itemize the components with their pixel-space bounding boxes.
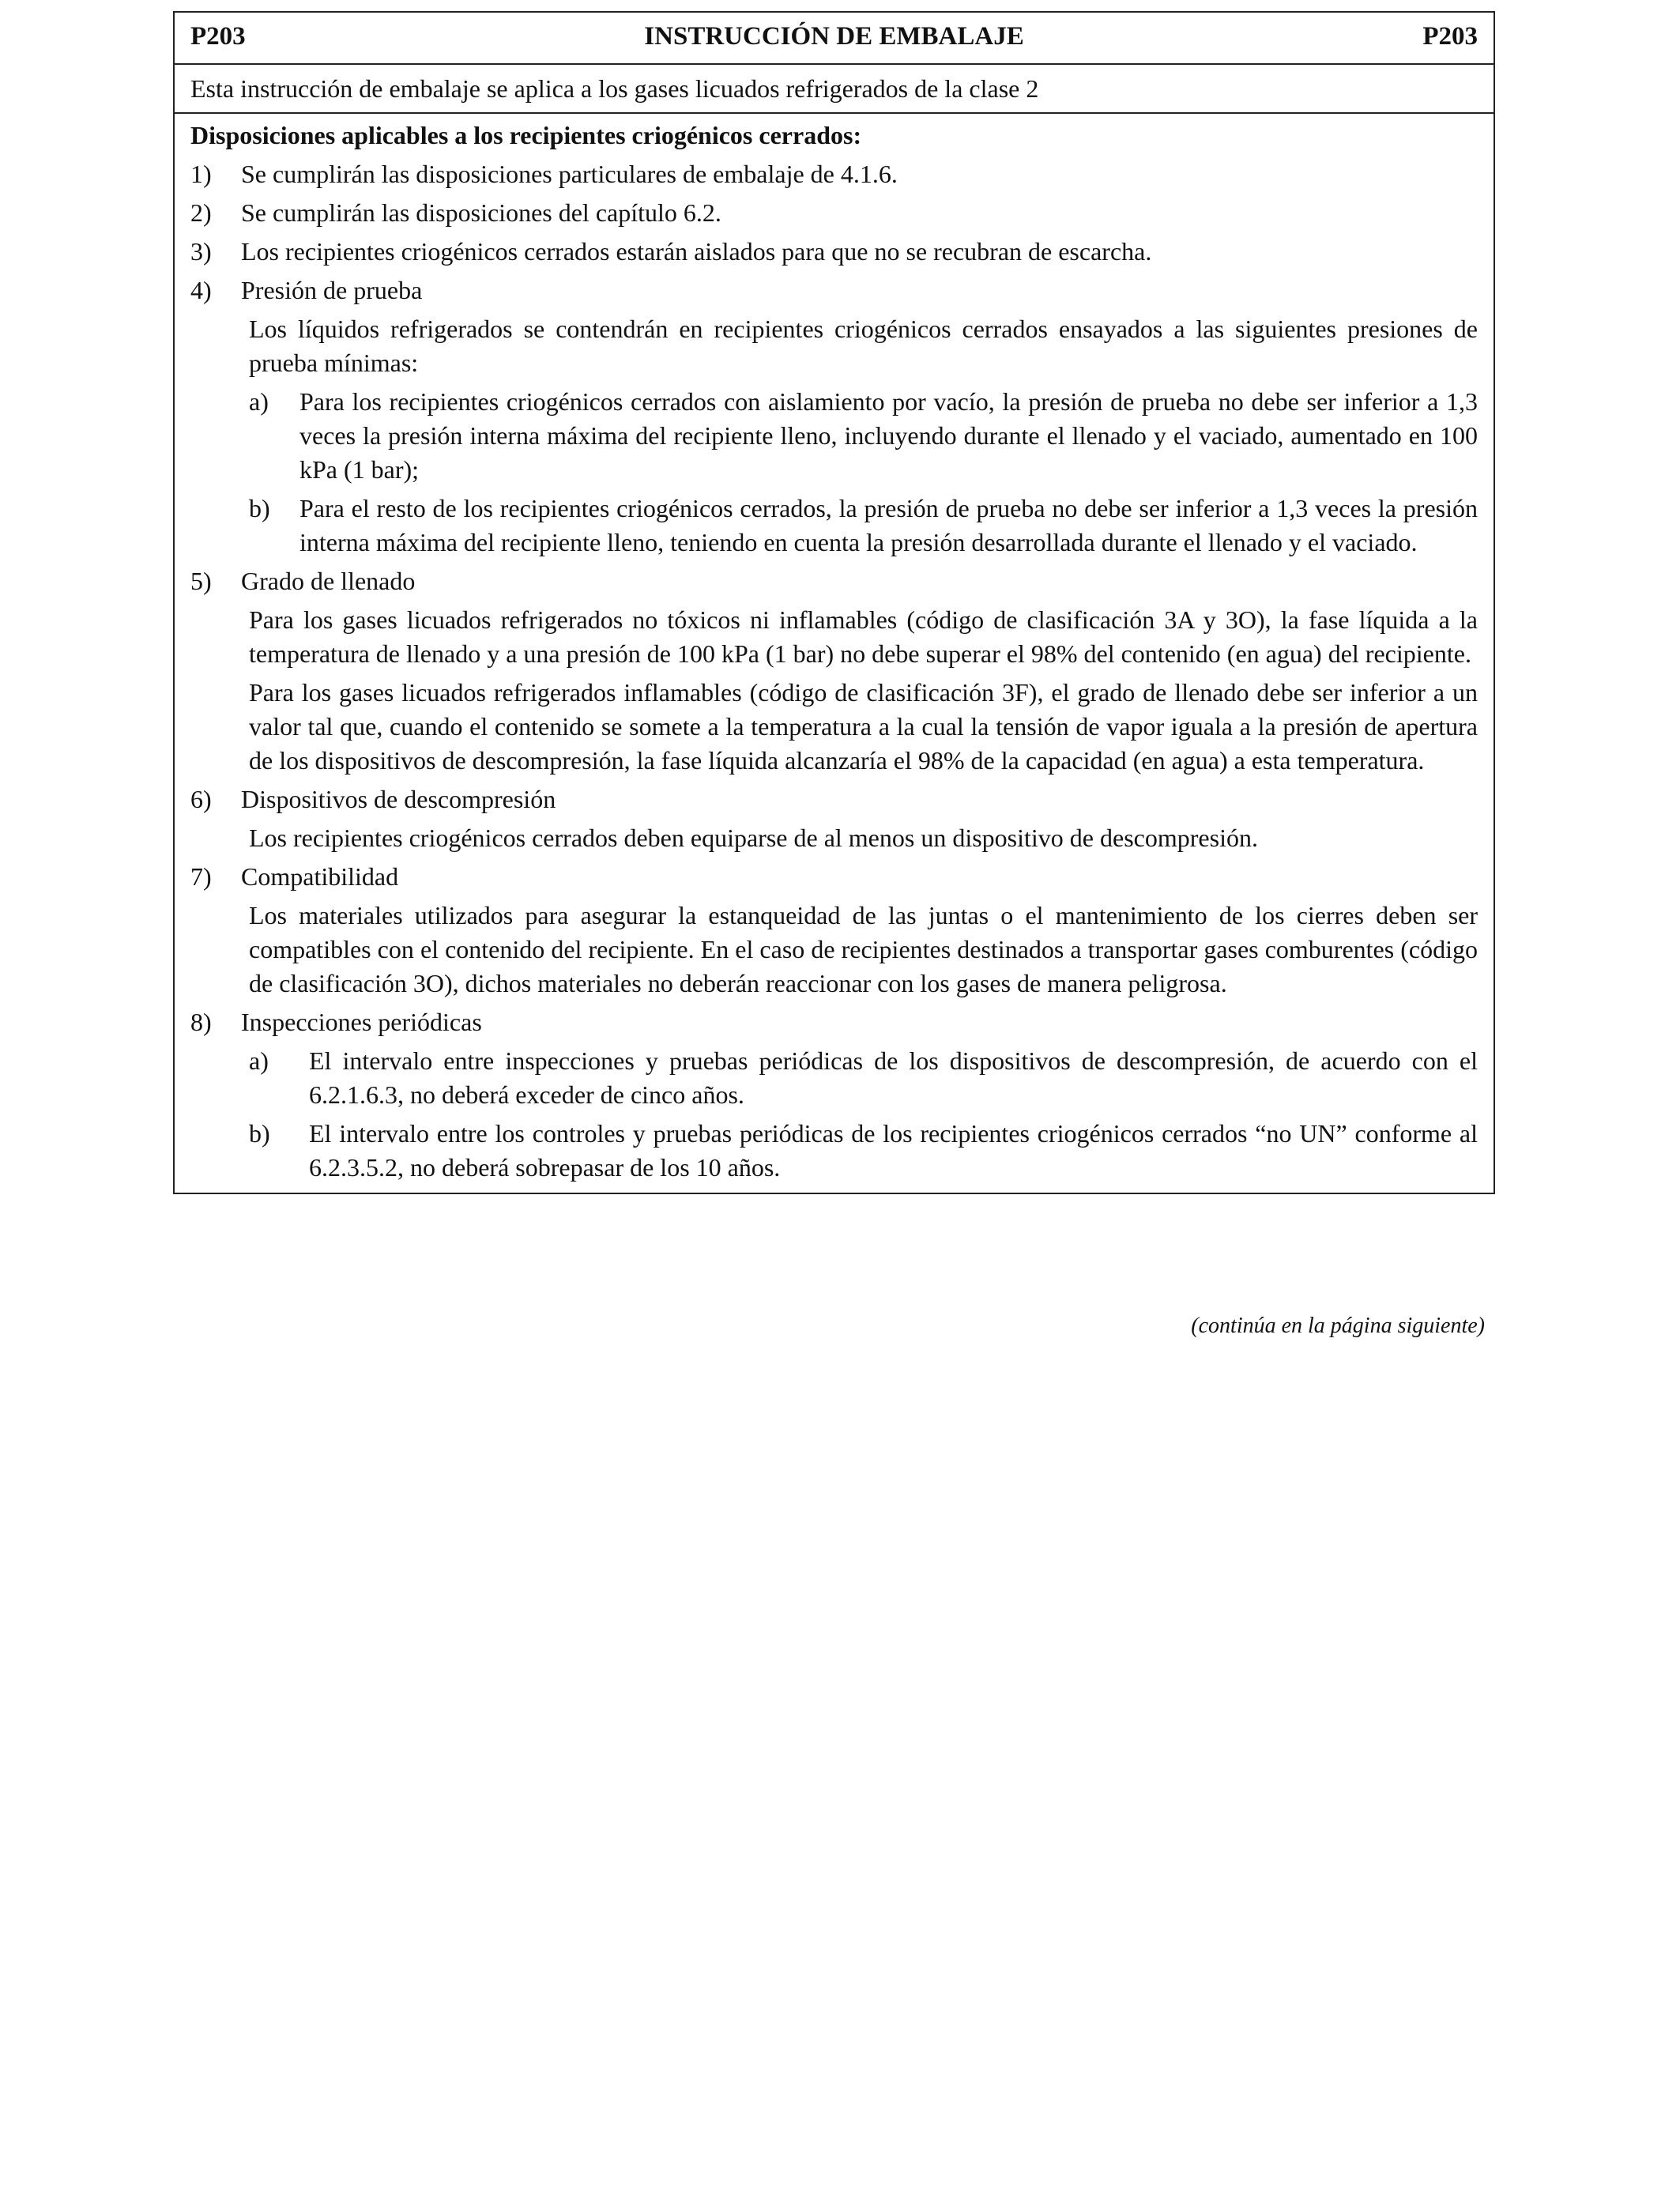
- provision-item-8: [190, 1005, 1478, 1039]
- item-text: Los recipientes criogénicos cerrados estarán aislados para que no se recubran de escarcha.: [241, 237, 1152, 266]
- sub-item-label: b): [249, 494, 270, 522]
- table-header: [175, 13, 1494, 65]
- provision-item-7: [190, 860, 1478, 894]
- continuation-note: (continúa en la página siguiente): [1191, 1314, 1485, 1338]
- item-paragraph: Los materiales utilizados para asegurar la estanqueidad de las juntas o el mantenimiento de los cierres deben ser compatibles con el contenido del recipiente. En el caso de recipientes destinados a transportar gases comburentes (código de clasificación 3O), dichos materiales no deberán reaccionar con los gases de manera peligrosa.: [249, 901, 1478, 997]
- sub-item-label: b): [249, 1119, 270, 1148]
- packing-instruction-table: [173, 11, 1495, 1194]
- provision-item-5: [190, 564, 1478, 598]
- item-title: Inspecciones periódicas: [241, 1008, 482, 1036]
- item-number: 8): [190, 1008, 212, 1036]
- item-number: 3): [190, 237, 212, 266]
- sub-item-label: a): [249, 1046, 269, 1075]
- item-number: 7): [190, 862, 212, 891]
- provisions-heading: Disposiciones aplicables a los recipientes criogénicos cerrados:: [190, 121, 862, 149]
- item-title: Grado de llenado: [241, 567, 416, 595]
- instruction-title: INSTRUCCIÓN DE EMBALAJE: [644, 22, 1024, 51]
- item-paragraph: Para los gases licuados refrigerados no tóxicos ni inflamables (código de clasificación 3A y 3O), la fase líquida a la temperatura de llenado y a una presión de 100 kPa (1 bar) no debe superar el 98% del contenido (en agua) del recipiente.: [249, 605, 1478, 668]
- sub-item-text: Para el resto de los recipientes criogénicos cerrados, la presión de prueba no debe ser inferior a 1,3 veces la presión interna máxima del recipiente lleno, teniendo en cuenta la presión desarrollada durante el llenado y el vaciado.: [299, 494, 1478, 556]
- item-paragraph: Los líquidos refrigerados se contendrán en recipientes criogénicos cerrados ensayados a las siguientes presiones de prueba mínimas:: [249, 315, 1478, 377]
- provision-item-6: [190, 782, 1478, 816]
- provisions-body: [175, 114, 1494, 1193]
- scope-statement: Esta instrucción de embalaje se aplica a los gases licuados refrigerados de la clase 2: [175, 65, 1494, 114]
- item-number: 1): [190, 160, 212, 188]
- provision-item-4: [190, 273, 1478, 307]
- item-number: 4): [190, 276, 212, 304]
- sub-item-a: [190, 385, 1478, 487]
- instruction-code-left: P203: [190, 22, 246, 51]
- sub-item-label: a): [249, 387, 269, 416]
- provision-item-2: [190, 196, 1478, 230]
- item-number: 6): [190, 785, 212, 813]
- item-text: Se cumplirán las disposiciones del capítulo 6.2.: [241, 198, 721, 227]
- sub-item-b: [190, 492, 1478, 560]
- item-paragraph: Los recipientes criogénicos cerrados deben equiparse de al menos un dispositivo de descompresión.: [249, 824, 1258, 852]
- item-title: Presión de prueba: [241, 276, 423, 304]
- sub-item-text: Para los recipientes criogénicos cerrados con aislamiento por vacío, la presión de prueba no debe ser inferior a 1,3 veces la presión interna máxima del recipiente lleno, incluyendo durante el llenado y el vaciado, aumentado en 100 kPa (1 bar);: [299, 387, 1478, 484]
- sub-item-b: [190, 1117, 1478, 1185]
- item-number: 2): [190, 198, 212, 227]
- item-number: 5): [190, 567, 212, 595]
- sub-item-text: El intervalo entre inspecciones y pruebas periódicas de los dispositivos de descompresión, de acuerdo con el 6.2.1.6.3, no deberá exceder de cinco años.: [309, 1046, 1478, 1109]
- provision-item-3: [190, 235, 1478, 269]
- sub-item-text: El intervalo entre los controles y pruebas periódicas de los recipientes criogénicos cerrados “no UN” conforme al 6.2.3.5.2, no deberá sobrepasar de los 10 años.: [309, 1119, 1478, 1182]
- sub-item-a: [190, 1044, 1478, 1112]
- instruction-code-right: P203: [1422, 22, 1478, 51]
- item-title: Compatibilidad: [241, 862, 399, 891]
- provision-item-1: [190, 157, 1478, 191]
- item-text: Se cumplirán las disposiciones particulares de embalaje de 4.1.6.: [241, 160, 898, 188]
- item-paragraph: Para los gases licuados refrigerados inflamables (código de clasificación 3F), el grado de llenado debe ser inferior a un valor tal que, cuando el contenido se somete a la temperatura a la cual la tensión de vapor iguala a la presión de apertura de los dispositivos de descompresión, la fase líquida alcanzaría el 98% de la capacidad (en agua) a esta temperatura.: [249, 678, 1478, 775]
- item-title: Dispositivos de descompresión: [241, 785, 556, 813]
